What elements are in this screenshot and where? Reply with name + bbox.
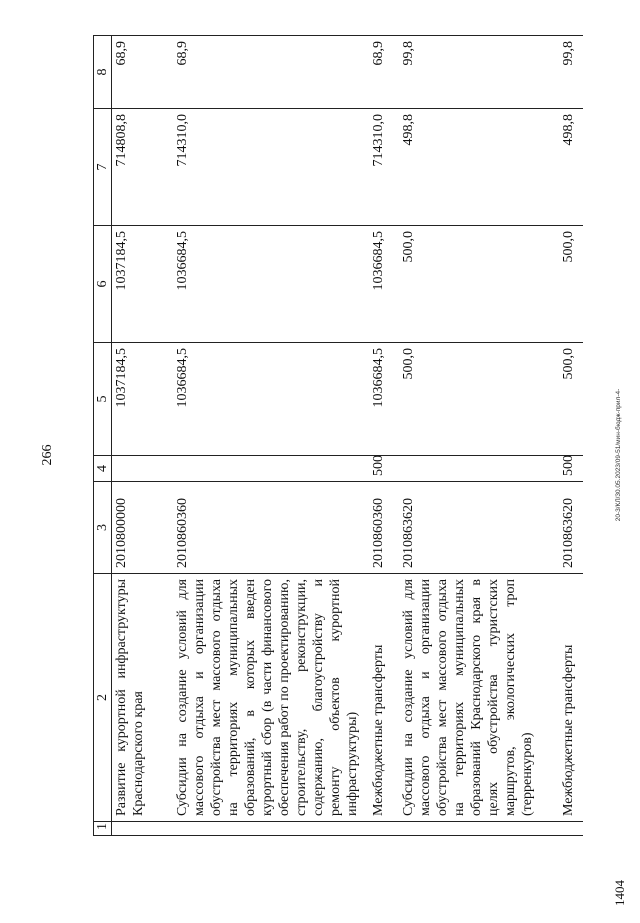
target-code-cell: 2010800000 <box>112 482 167 574</box>
value-cell-col8: 68,9 <box>363 36 393 109</box>
table-row <box>363 36 393 836</box>
target-code-cell: 2010863620 <box>553 482 583 574</box>
column-header: 4 <box>94 456 112 482</box>
value-cell-col8: 99,8 <box>393 36 553 109</box>
expense-type-cell <box>393 456 553 482</box>
column-header: 5 <box>94 343 112 456</box>
rotated-table-container <box>93 36 585 836</box>
value-cell-col6: 1037184,5 <box>112 226 167 343</box>
budget-table <box>93 35 583 836</box>
value-cell-col5: 500,0 <box>393 343 553 456</box>
item-name-cell: Развитие курортной инфраструктуры Краснодарского края <box>112 574 167 822</box>
column-header: 3 <box>94 482 112 574</box>
value-cell-col7: 498,8 <box>553 109 583 226</box>
item-name-cell: Межбюджетные трансферты <box>363 574 393 822</box>
value-cell-col8: 68,9 <box>167 36 363 109</box>
target-code-cell: 2010860360 <box>363 482 393 574</box>
value-cell-col8: 68,9 <box>112 36 167 109</box>
target-code-cell: 2010863620 <box>393 482 553 574</box>
value-cell-col6: 500,0 <box>553 226 583 343</box>
item-name-cell: Субсидии на создание условий для массового отдыха и организации обустройства мест массового отдыха на территориях муниципальных образований, в которых введен курортный сбор (в части финансового обеспечения работ по проектированию, строительству, реконструкции, содержанию, благоустройству и ремонту объектов курортной инфраструктуры) <box>167 574 363 822</box>
value-cell-col8: 99,8 <box>553 36 583 109</box>
value-cell-col5: 1036684,5 <box>167 343 363 456</box>
expense-type-cell: 500 <box>363 456 393 482</box>
row-number-cell <box>112 822 167 836</box>
value-cell-col5: 1036684,5 <box>363 343 393 456</box>
column-header: 6 <box>94 226 112 343</box>
table-row <box>393 36 553 836</box>
expense-type-cell <box>167 456 363 482</box>
value-cell-col7: 498,8 <box>393 109 553 226</box>
row-number-cell <box>393 822 553 836</box>
column-header: 8 <box>94 36 112 109</box>
row-number-cell <box>553 822 583 836</box>
value-cell-col5: 500,0 <box>553 343 583 456</box>
page-number: 266 <box>40 444 55 466</box>
expense-type-cell <box>112 456 167 482</box>
file-stamp: 20-3/КЛ/30.05.2023/09-51/мин-бюдж-прил-4- <box>615 388 622 522</box>
value-cell-col7: 714310,0 <box>363 109 393 226</box>
value-cell-col6: 1036684,5 <box>363 226 393 343</box>
expense-type-cell: 500 <box>553 456 583 482</box>
table-row <box>167 36 363 836</box>
item-name-cell: Межбюджетные трансферты <box>553 574 583 822</box>
sheet-number: 1404 <box>612 880 627 906</box>
value-cell-col6: 1036684,5 <box>167 226 363 343</box>
row-number-cell <box>363 822 393 836</box>
value-cell-col6: 500,0 <box>393 226 553 343</box>
item-name-cell: Субсидии на создание условий для массового отдыха и организации обустройства мест массового отдыха на территориях муниципальных образований Краснодарского края в целях обустройства туристских маршрутов, экологических троп (терренкуров) <box>393 574 553 822</box>
column-header: 2 <box>94 574 112 822</box>
target-code-cell: 2010860360 <box>167 482 363 574</box>
column-header: 7 <box>94 109 112 226</box>
value-cell-col5: 1037184,5 <box>112 343 167 456</box>
table-row <box>553 36 583 836</box>
column-header: 1 <box>94 822 112 836</box>
value-cell-col7: 714310,0 <box>167 109 363 226</box>
column-number-row <box>94 36 112 836</box>
value-cell-col7: 714808,8 <box>112 109 167 226</box>
row-number-cell <box>167 822 363 836</box>
table-row <box>112 36 167 836</box>
